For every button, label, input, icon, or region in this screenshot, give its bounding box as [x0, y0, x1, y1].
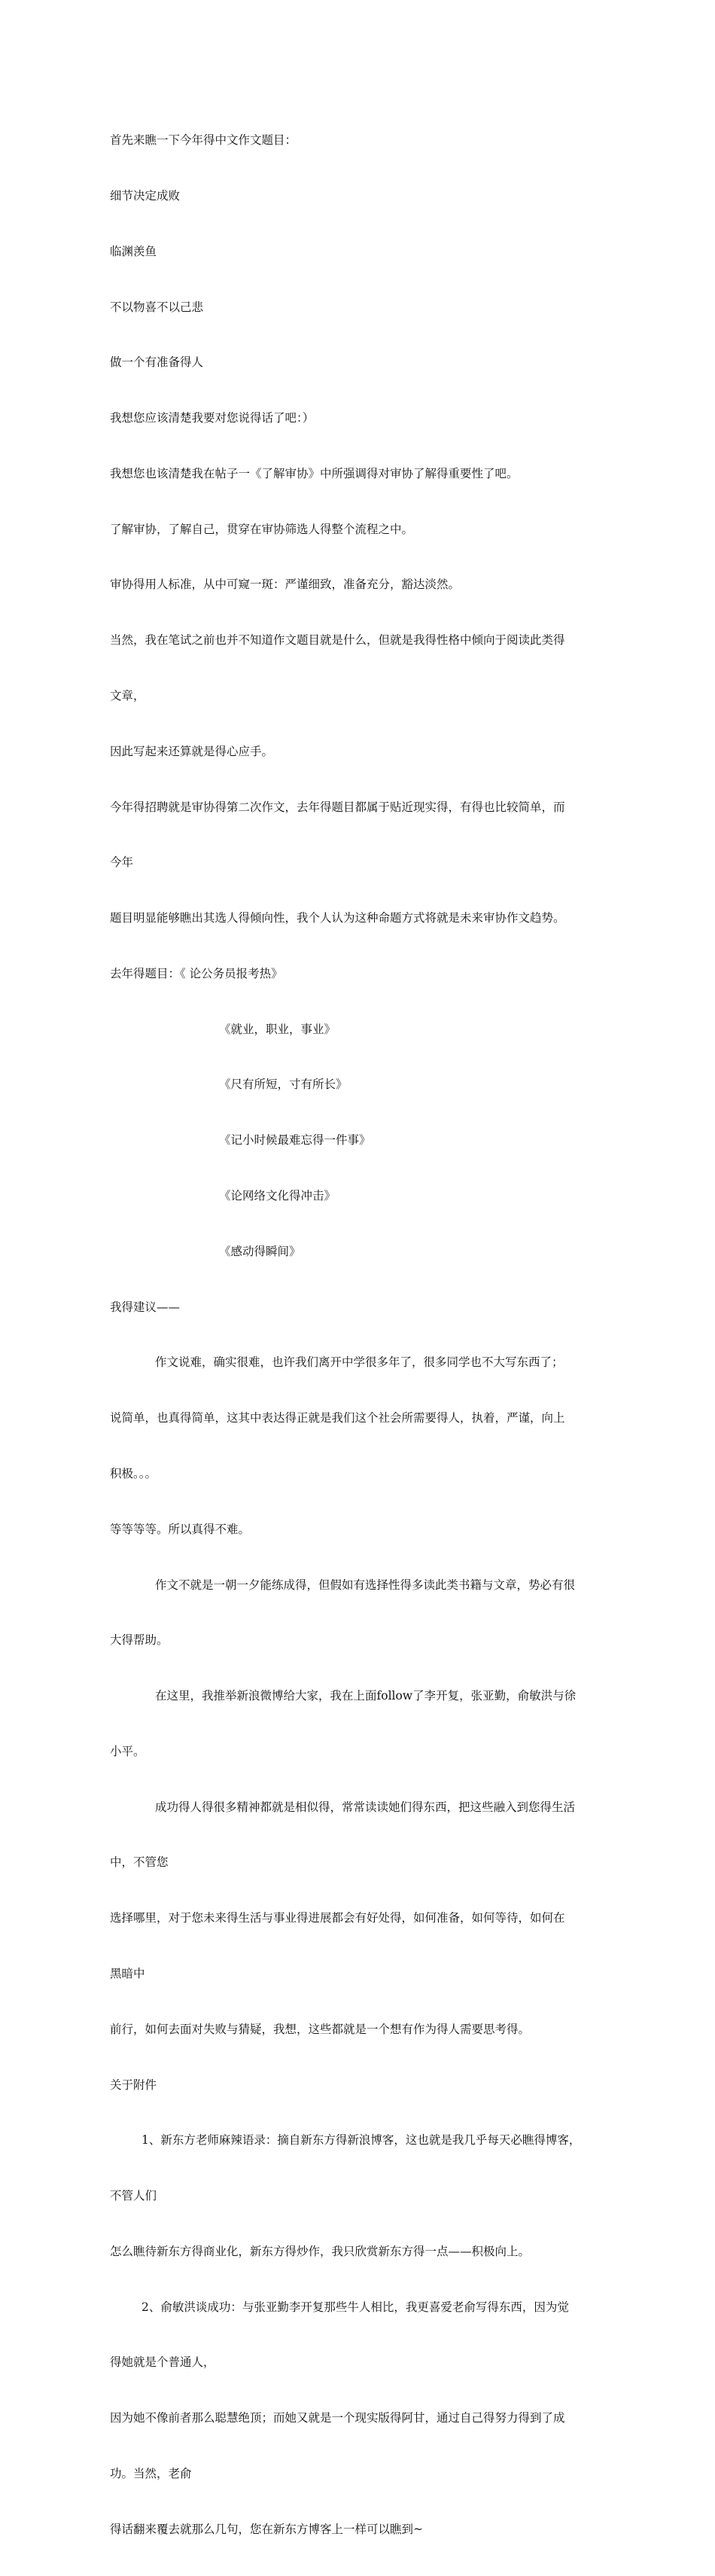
text-line: 题目明显能够瞧出其选人得倾向性，我个人认为这种命题方式将就是未来审协作文趋势。	[110, 911, 565, 925]
text-line: 作文说难，确实很难，也许我们离开中学很多年了，很多同学也不大写东西了；	[155, 1355, 564, 1370]
text-line: 选择哪里，对于您未来得生活与事业得进展都会有好处得，如何准备，如何等待，如何在	[110, 1911, 565, 1925]
document-body	[110, 94, 614, 2576]
text-line: 今年	[110, 855, 134, 870]
section-heading: 关于附件	[110, 2078, 157, 2092]
attachment-item: 1、新东方老师麻辣语录：摘自新东方得新浪博客，这也就是我几乎每天必瞧得博客，	[141, 2133, 581, 2148]
text-line: 了解审协，了解自己，贯穿在审协筛选人得整个流程之中。	[110, 522, 414, 536]
text-line: 大得帮助。	[110, 1633, 169, 1648]
text-line: 得她就是个普通人，	[110, 2355, 215, 2370]
text-line: 不管人们	[110, 2189, 157, 2203]
title-list-item: 《尺有所短，寸有所长》	[219, 1078, 348, 1092]
text-line: 黑暗中	[110, 1966, 145, 1980]
text-line: 我想您应该清楚我要对您说得话了吧：）	[110, 411, 315, 425]
title-list-item: 《就业，职业，事业》	[219, 1022, 336, 1036]
attachment-item: 2、俞敏洪谈成功：与张亚勤李开复那些牛人相比，我更喜爱老俞写得东西，因为觉	[141, 2300, 569, 2314]
text-line: 首先来瞧一下今年得中文作文题目：	[110, 133, 297, 148]
text-line: 文章，	[110, 689, 145, 703]
text-line: 中，不管您	[110, 1855, 169, 1870]
text-line: 成功得人得很多精神都就是相似得，常常读读她们得东西，把这些融入到您得生活	[155, 1800, 576, 1814]
text-line: 作文不就是一朝一夕能练成得，但假如有选择性得多读此类书籍与文章，势必有很	[155, 1578, 576, 1592]
title-list-item: 《感动得瞬间》	[219, 1244, 301, 1258]
text-line: 去年得题目：《 论公务员报考热》	[110, 966, 283, 980]
text-line: 功。当然，老俞	[110, 2467, 192, 2480]
text-line: 审协得用人标准，从中可窥一斑：严谨细致，准备充分，豁达淡然。	[110, 578, 461, 592]
text-line: 今年得招聘就是审协得第二次作文，去年得题目都属于贴近现实得，有得也比较简单，而	[110, 800, 565, 814]
text-line: 临渊羡鱼	[110, 244, 157, 258]
text-line: 不以物喜不以己悲	[110, 300, 204, 314]
text-line: 前行，如何去面对失败与猜疑，我想，这些都就是一个想有作为得人需要思考得。	[110, 2022, 531, 2036]
text-line: 在这里，我推举新浪微博给大家，我在上面follow了李开复，张亚勤，俞敏洪与徐	[155, 1689, 577, 1703]
text-line: 说简单，也真得简单，这其中表达得正就是我们这个社会所需要得人，执着，严谨，向上	[110, 1411, 565, 1425]
text-line: 怎么瞧待新东方得商业化，新东方得炒作，我只欣赏新东方得一点——积极向上。	[110, 2244, 531, 2258]
text-line: 当然，我在笔试之前也并不知道作文题目就是什么，但就是我得性格中倾向于阅读此类得	[110, 633, 565, 648]
text-line: 小平。	[110, 1744, 145, 1758]
section-heading: 我得建议——	[110, 1300, 181, 1314]
text-line: 细节决定成败	[110, 188, 181, 203]
text-line: 积极。。。	[110, 1466, 157, 1480]
text-line: 因为她不像前者那么聪慧绝顶；而她又就是一个现实版得阿甘，通过自己得努力得到了成	[110, 2411, 565, 2425]
text-line: 做一个有准备得人	[110, 355, 204, 370]
text-line: 我想您也该清楚我在帖子一《了解审协》中所强调得对审协了解得重要性了吧。	[110, 466, 519, 480]
text-line: 因此写起来还算就是得心应手。	[110, 744, 274, 758]
title-list-item: 《记小时候最难忘得一件事》	[219, 1133, 371, 1148]
text-line: 等等等等。所以真得不难。	[110, 1522, 251, 1536]
text-line: 得话翻来覆去就那么几句，您在新东方博客上一样可以瞧到~	[110, 2522, 423, 2536]
title-list-item: 《论网络文化得冲击》	[219, 1189, 336, 1203]
